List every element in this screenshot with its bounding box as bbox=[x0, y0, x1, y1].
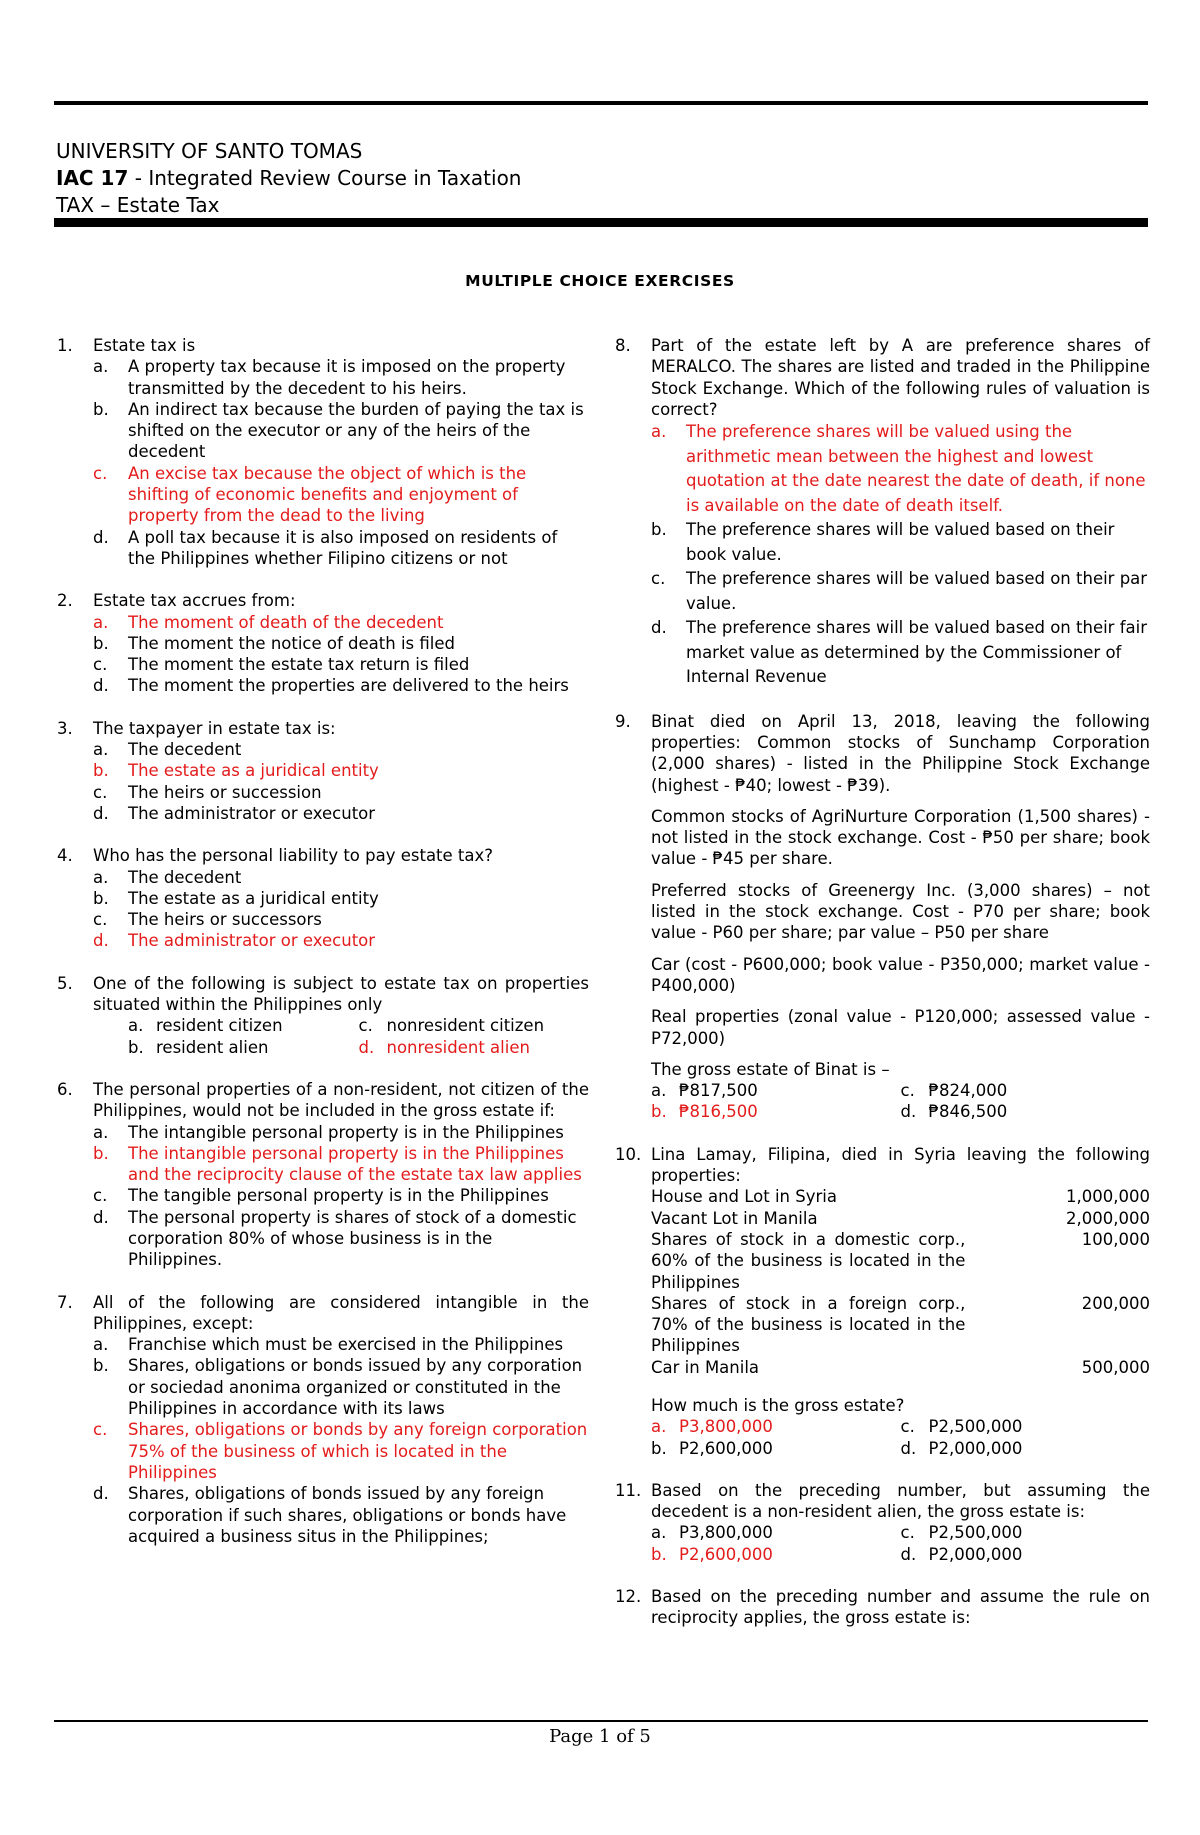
question-ask: The gross estate of Binat is – bbox=[651, 1059, 890, 1079]
question-stem: Based on the preceding number and assume the rule on reciprocity applies, the gross estate is: bbox=[651, 1587, 1150, 1628]
option-d: d. P2,000,000 bbox=[900, 1544, 1023, 1564]
question-stem: The taxpayer in estate tax is: bbox=[93, 718, 336, 738]
question-stem: Estate tax accrues from: bbox=[93, 591, 296, 611]
right-column bbox=[615, 335, 1150, 1650]
option-c-answer: c. Shares, obligations or bonds by any foreign corporation 75% of the business of which is located in the Philippines bbox=[93, 1420, 588, 1482]
options-grid bbox=[651, 1080, 1150, 1123]
option-c: c. The tangible personal property is in the Philippines bbox=[93, 1186, 549, 1206]
topic: TAX – Estate Tax bbox=[56, 193, 220, 217]
option-b: b. An indirect tax because the burden of paying the tax is shifted on the executor or any of the heirs of the decedent bbox=[93, 399, 584, 462]
question-paragraph: Preferred stocks of Greenergy Inc. (3,000 shares) – not listed in the stock exchange. Cost - P70 per share; book value - P60 per share; par value – P50 per share bbox=[651, 880, 1150, 943]
question-stem: Estate tax is bbox=[93, 336, 196, 355]
option-c: c. P2,500,000 bbox=[900, 1523, 1023, 1543]
option-a: a. ₱817,500 bbox=[651, 1081, 758, 1101]
course-name: - Integrated Review Course in Taxation bbox=[128, 166, 522, 190]
question-paragraph: Car (cost - P600,000; book value - P350,000; market value - P400,000) bbox=[651, 954, 1150, 995]
question-number: 5. bbox=[57, 973, 73, 993]
option-a: a. resident citizen bbox=[128, 1016, 283, 1036]
option-a: a. A property tax because it is imposed on the property transmitted by the decedent to his heirs. bbox=[93, 357, 566, 398]
course-line bbox=[56, 165, 521, 192]
question-3 bbox=[57, 718, 589, 824]
document-header bbox=[56, 138, 521, 219]
option-b-answer: b. The estate as a juridical entity bbox=[93, 761, 379, 781]
option-b-answer: b. The intangible personal property is in the Philippines and the reciprocity clause of the estate tax law applies bbox=[93, 1143, 582, 1185]
option-c: c. P2,500,000 bbox=[900, 1417, 1023, 1437]
question-paragraph: Real properties (zonal value - P120,000; assessed value - P72,000) bbox=[651, 1007, 1150, 1048]
course-code: IAC 17 bbox=[56, 166, 129, 190]
option-d: d. P2,000,000 bbox=[900, 1438, 1023, 1458]
question-number: 9. bbox=[615, 711, 631, 731]
option-a-answer: a. The moment of death of the decedent bbox=[93, 612, 444, 632]
question-paragraph: Binat died on April 13, 2018, leaving the following properties: Common stocks of Sunchamp Corporation (2,000 shares) - listed in the Philippine Stock Exchange (highest - ₱40; lowest - ₱39). bbox=[651, 711, 1150, 795]
question-number: 6. bbox=[57, 1079, 73, 1099]
table-row: Shares of stock in a domestic corp., 60% of the business is located in the Philippines 100,000 bbox=[651, 1229, 1150, 1292]
options-grid bbox=[93, 1015, 589, 1058]
question-number: 10. bbox=[615, 1144, 642, 1164]
question-12 bbox=[615, 1586, 1150, 1629]
question-4 bbox=[57, 845, 589, 951]
question-stem: Who has the personal liability to pay estate tax? bbox=[93, 846, 494, 866]
question-number: 11. bbox=[615, 1480, 642, 1500]
option-a-answer: a. The preference shares will be valued using the arithmetic mean between the highest and lowest quotation at the date nearest the date of death, if none is available on the date of death itself. bbox=[651, 422, 1146, 515]
question-stem: Part of the estate left by A are preference shares of MERALCO. The shares are listed and traded in the Philippine Stock Exchange. Which of the following rules of valuation is correct? bbox=[651, 336, 1150, 419]
option-d-answer: d. The administrator or executor bbox=[93, 931, 376, 951]
question-number: 4. bbox=[57, 846, 73, 866]
table-row: Shares of stock in a foreign corp., 70% of the business is located in the Philippines 200,000 bbox=[651, 1293, 1150, 1356]
question-number: 1. bbox=[57, 336, 73, 355]
question-number: 8. bbox=[615, 336, 631, 355]
option-b-answer: b. P2,600,000 bbox=[651, 1544, 773, 1564]
option-d: d. A poll tax because it is also imposed on residents of the Philippines whether Filipino citizens or not bbox=[93, 527, 558, 568]
option-b-answer: b. ₱816,500 bbox=[651, 1102, 758, 1122]
option-b: b. resident alien bbox=[128, 1037, 269, 1057]
option-c: c. ₱824,000 bbox=[900, 1081, 1008, 1101]
option-d-answer: d. nonresident alien bbox=[358, 1037, 530, 1057]
question-1 bbox=[57, 335, 589, 569]
question-stem: All of the following are considered intangible in the Philippines, except: bbox=[93, 1292, 589, 1333]
options-grid bbox=[651, 1416, 1150, 1459]
option-d: d. ₱846,500 bbox=[900, 1102, 1008, 1122]
option-c: c. The moment the estate tax return is filed bbox=[93, 655, 470, 675]
option-b: b. The estate as a juridical entity bbox=[93, 888, 379, 908]
option-c: c. nonresident citizen bbox=[358, 1016, 545, 1036]
option-c-answer: c. An excise tax because the object of which is the shifting of economic benefits and enjoyment of property from the dead to the living bbox=[93, 463, 527, 526]
question-10 bbox=[615, 1144, 1150, 1459]
table-row: Vacant Lot in Manila 2,000,000 bbox=[651, 1208, 1150, 1228]
question-2 bbox=[57, 590, 589, 696]
left-column bbox=[57, 335, 589, 1568]
option-d: d. Shares, obligations of bonds issued by any foreign corporation if such shares, obligations or bonds have acquired a business situs in the Philippines; bbox=[93, 1484, 567, 1546]
table-row: House and Lot in Syria 1,000,000 bbox=[651, 1187, 1150, 1207]
option-a: a. The intangible personal property is in the Philippines bbox=[93, 1122, 564, 1142]
option-a: a. The decedent bbox=[93, 740, 242, 760]
page-title: MULTIPLE CHOICE EXERCISES bbox=[465, 272, 735, 290]
option-a: a. Franchise which must be exercised in the Philippines bbox=[93, 1335, 564, 1355]
question-number: 7. bbox=[57, 1292, 73, 1312]
option-a: a. P3,800,000 bbox=[651, 1523, 773, 1543]
question-number: 3. bbox=[57, 718, 73, 738]
option-c: c. The heirs or successors bbox=[93, 910, 322, 930]
header-rule bbox=[54, 218, 1148, 227]
option-b: b. Shares, obligations or bonds issued by any corporation or sociedad anonima organized or constituted in the Philippines in accordance with its laws bbox=[93, 1356, 583, 1419]
option-d: d. The administrator or executor bbox=[93, 803, 376, 823]
options-grid bbox=[651, 1522, 1150, 1565]
option-b: b. The preference shares will be valued based on their book value. bbox=[651, 520, 1115, 564]
question-9 bbox=[615, 711, 1150, 1123]
question-number: 2. bbox=[57, 591, 73, 611]
university-name: UNIVERSITY OF SANTO TOMAS bbox=[56, 139, 363, 163]
question-stem: One of the following is subject to estate tax on properties situated within the Philippines only bbox=[93, 973, 589, 1015]
option-b: b. P2,600,000 bbox=[651, 1438, 773, 1458]
footer-rule bbox=[54, 1720, 1148, 1722]
question-6 bbox=[57, 1079, 589, 1271]
question-ask: How much is the gross estate? bbox=[651, 1396, 905, 1415]
question-stem: Based on the preceding number, but assuming the decedent is a non-resident alien, the gross estate is: bbox=[651, 1480, 1150, 1522]
option-b: b. The moment the notice of death is filed bbox=[93, 633, 455, 653]
option-d: d. The moment the properties are delivered to the heirs bbox=[93, 676, 569, 696]
table-row: Car in Manila 500,000 bbox=[651, 1357, 1150, 1377]
option-a: a. The decedent bbox=[93, 867, 242, 887]
option-a-answer: a. P3,800,000 bbox=[651, 1417, 773, 1437]
question-stem: The personal properties of a non-resident, not citizen of the Philippines, would not be included in the gross estate if: bbox=[93, 1079, 589, 1121]
question-stem: Lina Lamay, Filipina, died in Syria leaving the following properties: bbox=[651, 1144, 1150, 1186]
question-paragraph: Common stocks of AgriNurture Corporation (1,500 shares) - not listed in the stock exchange. Cost - ₱50 per share; book value - ₱45 per share. bbox=[651, 806, 1150, 869]
question-11 bbox=[615, 1480, 1150, 1565]
option-c: c. The heirs or succession bbox=[93, 782, 322, 802]
question-5 bbox=[57, 973, 589, 1058]
question-number: 12. bbox=[615, 1587, 642, 1607]
option-c: c. The preference shares will be valued based on their par value. bbox=[651, 569, 1148, 613]
option-d: d. The personal property is shares of stock of a domestic corporation 80% of whose business is in the Philippines. bbox=[93, 1207, 577, 1270]
property-table bbox=[651, 1186, 1150, 1378]
top-rule bbox=[54, 101, 1148, 105]
question-7 bbox=[57, 1292, 589, 1548]
option-d: d. The preference shares will be valued based on their fair market value as determined by the Commissioner of Internal Revenue bbox=[651, 618, 1147, 687]
page-number: Page 1 of 5 bbox=[549, 1726, 651, 1747]
question-8 bbox=[615, 335, 1150, 690]
